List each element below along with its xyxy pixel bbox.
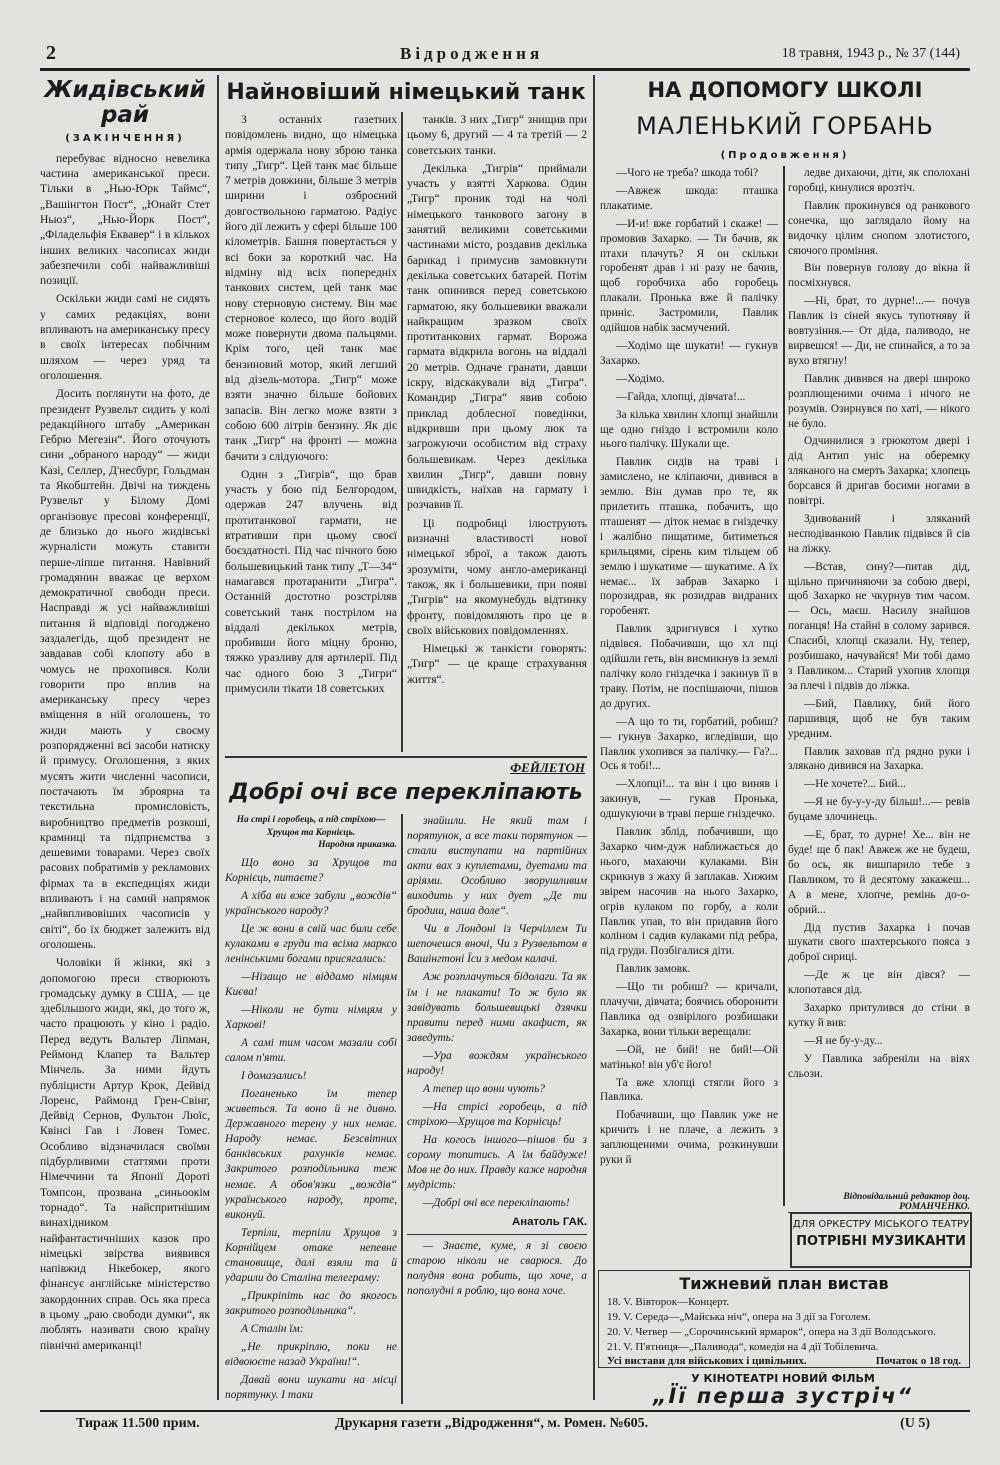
paragraph: Чи в Лондоні із Черчіллем Ти шепочешся вночі, Чи з Рузвельтом в Вашінгтоні Їси з медом калачі. (407, 923, 587, 966)
school-section-header: НА ДОПОМОГУ ШКОЛІ (647, 78, 923, 102)
section-divider (225, 756, 587, 758)
paragraph: Захарко притулився до стіни в кутку й вив: (788, 1002, 970, 1029)
paragraph: —Ніколи не бути німцям у Харкові! (225, 1004, 397, 1032)
print-code: (U 5) (900, 1416, 930, 1431)
paragraph: —Хлопці!... та він і цю виняв і закинув, — гукав Пронька, одшукуючи в траві перше гніздечко. (600, 778, 778, 821)
printer-info: Друкарня газети „Відродження“, м. Ромен. №605. (335, 1416, 649, 1431)
paragraph: Здивований і зляканий несподіванкою Павлик підвівся й сів на ліжку. (788, 512, 970, 555)
article-jewish-paradise (40, 78, 210, 1400)
paragraph: —Я не бу-у-у-ду більш!...— ревів буцаме злочинець. (788, 796, 970, 824)
page-number: 2 (46, 42, 56, 64)
paragraph: —Не хочете?... Бий... (804, 778, 906, 791)
paragraph: „Прикріпіть нас до якогось закритого розподільника“. (225, 1289, 397, 1317)
schedule-start-time: Початок о 18 год. (875, 1355, 961, 1368)
paragraph: —Авжеж шкода: пташка плакатиме. (600, 184, 778, 212)
paragraph: —И-и! вже горбатий і скаже! — промовив Захарко. — Ти бачив, як птахи плачуть? Я он скільки горобенят драв і ні разу не бачив, щоб горобчиха або горобець плакали. Пронька вже й палічку приніс. Застромили, Павлик одійшов набік засмучений. (600, 217, 778, 335)
epigraph: На стрі і горобець, а під стріхою—Хрущов та Корнієць. (236, 815, 386, 838)
paragraph: Та вже хлопці стягли його з Павлика. (600, 1076, 778, 1104)
paragraph: танків. З них „Тигр“ знищив при цьому 6, другий — 4 та третій — 2 советських танки. (407, 113, 587, 157)
paragraph: А хіба ви вже забули „вождів“ українського народу? (225, 889, 397, 917)
column-rule (593, 75, 595, 1400)
paragraph: Один з „Тигрів“, що брав участь у бою під Белгородом, одержав 247 влучень від протитанкової гармати, не втративши при цьому своєї боєздатності. Під час пічного бою большевицький танк типу „Т—34“ намагався протаранити „Тигра“. Останній достотно розстріляв советський танк пострілом на віддалі декількох метрів, пробивши його міцну броню, тяжко уразливу для артилерії. Під час одного бою 3 „Тигри“ примусили тікати 18 советських (225, 467, 397, 695)
paragraph: Що воно за Хрущов та Корнієць, питаєте? (225, 856, 397, 884)
paragraph: Він повернув голову до вікна й посміхнувся. (788, 262, 970, 290)
paragraph: —Ой, не бий! не бий!—Ой матінько! він уб'є його! (600, 1043, 778, 1071)
paragraph: Одчинилися з грюкотом двері і дід Антип уніс на оберемку зляканого на смерть Захарка; хлопець борсався й дригав босими ногами в повітрі. (788, 435, 970, 508)
paragraph: Павлик замовк. (616, 963, 691, 976)
paragraph: —Добрі очі все переклiпають! (423, 1197, 570, 1210)
paragraph: —Ходімо ще шукати! — гукнув Захарко. (600, 339, 778, 367)
film-title: „Її перша зустріч“ (652, 1384, 914, 1408)
paragraph: —Я не бу-у-ду... (804, 1034, 883, 1047)
paragraph: Ці подробиці ілюструють визначні властивості нової німецької зброї, а також дають зрозуміти, чому англо-американці також, як і большевики, при появі „Тигрів“ на якомунебудь відтинку фронту, повідомляють про це в своїх військових повідомленнях. (407, 516, 587, 637)
tank-column-2 (407, 112, 587, 752)
paragraph: Павлик заховав п'д рядно руки і злякано дивився на Захарка. (788, 745, 970, 773)
page-footer (40, 1410, 970, 1431)
paragraph: Побачивши, що Павлик уже не кричить і не плаче, а лежить з заплющеними очима, розкинувши руки й (600, 1109, 778, 1167)
column-rule (401, 112, 403, 752)
musicians-notice (790, 1212, 972, 1268)
paragraph: Поганенько їм тепер живеться. Та воно й не дивно. Державного терену у них немає. Народу немає. Безсвітних банківських рахунків немає. Закритого розподільника теж немає. А обов'язки „вождів“ українського народу, проте, виконуй. (225, 1088, 397, 1221)
paragraph: Досить поглянути на фото, де президент Рузвельт сидить у колі редакційного штабу „Американ Гебрю Мегезін“. Його оточують сини „обраного народу“ — жиди Казі, Селлер, Д'несбург, Гольдман та Якобштейн. Двічі на тиждень Рузвельт у Білому Домі організовує пресові конференції, де близько до нього жидівські журналісти можуть ставити перше-ліпше питання. Навівний громадянин вважає це верхом демократичної свободи преси. Насправді ж усі найважливіші питання й відповіді погоджено заздалегідь, щоб президент не завдавав собі клопоту або в чомусь не прохопився. Коли говорити про вплив на американську пресу через вміщення в ній оголошень, то жиди мають у своєму розпорядженні всі засоби натиску й примусу. Оголошення, з яких мусять жити численні часописи, постачають їм зброярна та текстильна промисловість, виробництво предметів розкоші, крамниці та підприємства з дешевими товарами. Через своїх расових побратимів у рекламових фірмах та в експедиціях жиди впливають і на самий напрямок „найвпливовіших часописів у світі“, бо їх бюджет залежить від оголошень. (40, 387, 210, 951)
schedule-row: 19. V. Середа—„Майська ніч“, опера на 3 дії за Гоголем. (607, 1310, 871, 1323)
paragraph: Німецькі ж танкісти говорять: „Тигр“ — це краще страхування життя“. (407, 642, 587, 686)
notice-line-1: ДЛЯ ОРКЕСТРУ МІСЬКОГО ТЕАТРУ (792, 1219, 970, 1230)
story-subtitle: (Продовження) (720, 150, 850, 161)
paragraph: —Що ти робиш? — кричали, плачучи, дівчата; боячись оборонити Павлика од озвірілого розбишаки Захарка, вони тільки верещали: (600, 981, 778, 1038)
editor-credit: Відповідальний редактор доц. РОМАНЧЕНКО. (788, 1192, 970, 1213)
theater-schedule (598, 1270, 970, 1368)
paragraph: Оскільки жиди самі не сидять у самих редакціях, вони впливають на американську пресу в своїх інтересах побічним шляхом — через уряд та оголошення. (40, 292, 210, 382)
article-title: Жидівський рай (44, 78, 206, 129)
schedule-row: 20. V. Четвер — „Сорочинський ярмарок“, опера на 3 дії Володського. (607, 1325, 936, 1338)
epigraph-source: Народня приказка. (318, 840, 397, 851)
story-title: МАЛЕНЬКИЙ ГОРБАНЬ (636, 112, 934, 140)
cinema-line: У КІНОТЕАТРІ НОВИЙ ФІЛЬМ (691, 1372, 875, 1385)
paragraph: Дід пустив Захарка і почав шукати свого шахтерського пояса з доброї сириці. (788, 921, 970, 964)
paragraph: —Встав, синy?—питав дід, щільно причиняючи за собою двері, щоб Захарко не чкурнув тим часом.— Ось, маєш. Насилу знайшов поганця! На стайні в солому зарився. Спасибі, хлопці сказали. Ну, тепер, розбишако, начувайся! Ми тобі дамо з Павликом... Старий ухопив хлопця за плечі і підвів до ліжка. (788, 560, 970, 692)
paragraph: На когось іншого—пішов би з сорому топитись. А їм байдуже! Мов не до них. Правду каже народня мудрість: (407, 1133, 587, 1192)
feuilleton-title: Добрі очі все переклiпають (229, 780, 583, 805)
paragraph: Павлик здригнувся і хутко підвівся. Побачивши, що хл пці одійшли геть, він висмикнув із землі палічку коло гніздечка і закинув її в траву. Потім, не поспішаючи, пішов до других. (600, 623, 778, 710)
column-rule (401, 814, 403, 1404)
paragraph: Декілька „Тигрів“ приймали участь у взятті Харкова. Один „Тигр“ проник тоді на чолі німецького танкового загону в занятий великими советськими частинами місто, роздавив декілька барикад і примусив замовкнути декілька советських батарей. Потім танк опинився перед советською гарматою, яку большевики вважали найкращим зразком своїх протитанкових гармат. Ворожа гармата відкрила вогонь на віддалі 20 метрів. Одначе гранати, давши іскру, відскакували від „Тигра“. Командир „Тигра“ явив собою приклад доблесної поведінки, відкривши при цьому люк та загрожуючи особистим від страху большевикам. Через декілька хвилин „Тигр“, давши повну швидкість, наїхав на гармату і розчавив її. (407, 161, 587, 512)
column-rule (217, 75, 219, 1400)
paragraph: Павлик прокинувся од ранкового сонечка, що заглядало йому на видочку цілим снопом злотистого, сяючого проміння. (788, 199, 970, 257)
paragraph: Чоловіки й жінки, які з допомогою преси створюють громадську думку в США, — це здебільшого жиди, які, до того ж, часто працюють у кіно і радіо. Перед ведуть Вальтер Ліпман, Реймонд Клапер та Вальтер Мінчель. За ними йдуть публіцисти Артур Крок, Дейвід Лоренс, Раймонд Грен-Свінг, Дейвід Сернов, Фультон Люїс, Квінсі Гав і Ловен Томес. Особливо відзначилася своїми підбурливими статтями проти Німеччини та Японії Дороті Томпсон, прозвана „синьоокім торнадо“. Та найспритнішим винахідником найфантастичніших казок про німецькі звірства виявився напівжид Нікебокер, якого фінансує англійське міністерство закордонних справ. Ось яка преса в цьому „раю свободи думки“, як люблять називати свою країну північні американці! (40, 956, 210, 1352)
paragraph: ледве дихаючи, діти, як сполохані горобці, кинулися врозтіч. (788, 167, 970, 194)
paragraph: —Ходімо. (616, 372, 665, 385)
paragraph: І домазались! (241, 1070, 307, 1083)
paragraph: Павлик дивився на двері широко розплющеними очима і нічого не розумів. Озирнувся по хаті, — нікого не було. (788, 372, 970, 430)
circulation: Тираж 11.500 прим. (76, 1416, 200, 1431)
paragraph: Павлик зблід, побачивши, що Захарко чим-дуж наближається до нього, махаючи кулаками. Він скрикнув з жаху й заплакав. Хижим звірем насочив на нього Захарко, огрів кулаком по горбу, а коли Павлик упав, то він придавив його коліном і садив кулаками під ребра, під груди. Позбігалися діти. (600, 826, 778, 958)
feuilleton-author: Анатоль ГАК. (511, 1216, 587, 1229)
paragraph: Павлик сидів на траві і замислено, не кліпаючи, дивився в землю. Він думав про те, як прилетить пташка, побачить, що пташенят — діток немає в гніздечку і жалібно пищатиме, битиметься крильцями, сірень ким тільцем об землю і шукатиме — шукатиме. А їх немає... їх забрав Захарко і порозидрав, як розидрав видраних горобенят. (600, 456, 778, 618)
paragraph: У Павлика забреніли на віях сльози. (788, 1052, 970, 1080)
paragraph: перебуває відносно невелика частина американської преси. Тільки в „Нью-Юрк Таймс“, „Вашінгтон Пост“, „Юнайт Стет Ньюз“, „Нью-Йорк Пост“, „Філадельфія Еквавер“ і в кількох інших великих часописах жиди забезпечили собі найважливіші позиції. (40, 151, 210, 288)
column-rule (783, 166, 785, 1206)
schedule-title: Тижневий план вистав (679, 1274, 889, 1293)
schedule-row: 21. V. П'ятниця—„Паливода“, комедія на 4 дії Тобілевича. (607, 1340, 879, 1353)
paragraph: —Ні, брат, то дурне!...— почув Павлик із сіней якусь тупотняву й вовтузіння.— От діда, паливодо, не вирвешся! — Ди, не спинайся, а то за вухо втягну! (788, 295, 970, 367)
article-title: Найновіший німецький танк (226, 80, 586, 105)
paragraph: Це ж вони в свій час били себе кулаками в груди та всіма марксо ленінськими богами присягались: (225, 922, 397, 965)
paragraph: А тепер що вони чують? (423, 1082, 545, 1095)
paragraph: знайшли. Не який там і порятунок, а все таки порятунок — стали виступати на партійних акти вах з куплетами, дуетами та аріями. Особливо зворушливим виходить у них дует „Де ти бродиш, нашa доле“. (407, 815, 587, 918)
paragraph: „Не прикріплю, поки не відвоюєте назад України!“. (225, 1341, 397, 1369)
paragraph: —Ура вождям українського народу! (407, 1049, 587, 1077)
masthead (40, 40, 970, 71)
issue-date: 18 травня, 1943 р., № 37 (144) (781, 46, 960, 61)
paragraph: —Гайда, хлопці, дівчата!... (616, 390, 746, 403)
paragraph: З останніх газетних повідомлень видно, що німецька армія одержала нову зброю танка типу „Тигр“. Цей танк має більше 7 метрів довжини, більше 3 метрів ширини і озброєний довгоствольною гарматою. Радіус його дії лежить у сфері більше 100 кілометрів. Башня повертається у всі боки за короткий час. На відміну від всіх попередніх танкових систем, цей танк має нову стерновую систему. Він має стерновое колесо, що його водій може повернути двома пальцями. Крім того, цей танк має бензиновий мотор, який легший від дізель-мотора. „Тигр“ може взяти значно більше бойових запасів. Він легко може взяти з собою 600 літрів бензину. Як діє танк „Тигр“ на фронті — можна бачити з слідуючого: (225, 113, 397, 463)
schedule-note: Усі вистави для військових і цивільних. (607, 1355, 807, 1368)
paragraph: —Нізащо не віддамо німцям Києва! (225, 970, 397, 998)
schedule-row: 18. V. Вівторок—Концерт. (607, 1296, 730, 1308)
paragraph: А Сталін їм: (241, 1322, 304, 1335)
feuilleton-column-2 (407, 814, 587, 1404)
feuilleton-label: ФЕЙЛЕТОН (510, 760, 585, 775)
notice-line-2: ПОТРІБНІ МУЗИКАНТИ (796, 1234, 966, 1249)
paragraph: — Знаєте, куме, я зі своєю старою ніколи не сварюся. До полудня вона робить, що хоче, а пополудні я роблю, що вона хоче. (407, 1240, 587, 1298)
paragraph: Терпіли, терпіли Хрущов з Корнійцем отаке непевне становище, далі взяли та й ударили до Сталіна телеграму: (225, 1226, 397, 1284)
paragraph: —Де ж це він дівся? — клопотався дід. (788, 969, 970, 997)
cinema-announcement (598, 1372, 968, 1408)
paragraph: —А що то ти, горбатий, робиш? — гукнув Захарко, вгледівши, що Павлик ухопився за палічку.— Га?... Ось я тобі!... (600, 715, 778, 773)
paragraph: За кілька хвилин хлопці знайшли ще одно гніздо і встромили коло нього палічку. Шукали ще. (600, 408, 778, 451)
feuilleton-column-1 (225, 814, 397, 1404)
story-column-2 (788, 166, 970, 1191)
paragraph: А самі тим часом мазали собі салом п'яти. (225, 1037, 397, 1065)
paragraph: Аж розплачуться бідолаги. Та як їм і не плакати! То ж було як завідувать большевицькі дзячки правити перед ними акафист, як заведуть: (407, 971, 587, 1044)
divider (407, 1234, 587, 1235)
paragraph: —Е, брат, то дурне! Хе... він не буде! ще б пак! Авжеж же не будеш, бо ось, як вишпарило тебе з Павликом, то й десятому закажеш... А в мене, хлопче, ремінь до-о-обрий... (788, 829, 970, 916)
paragraph: Давай вони шукати на місці порятунку. І таки (225, 1374, 397, 1402)
tank-column-1 (225, 112, 397, 752)
paragraph: —Чого не треба? шкода тобі? (616, 167, 759, 179)
article-subtitle: (ЗАКІНЧЕННЯ) (65, 132, 185, 144)
paragraph: —На стрісі горобець, а під стріхою—Хрущов та Корнієць! (407, 1100, 587, 1128)
newspaper-name: Відродження (400, 44, 544, 63)
paragraph: —Бий, Павлику, бий його паршивця, щоб не був таким уредним. (788, 697, 970, 740)
story-column-1 (600, 166, 778, 1206)
